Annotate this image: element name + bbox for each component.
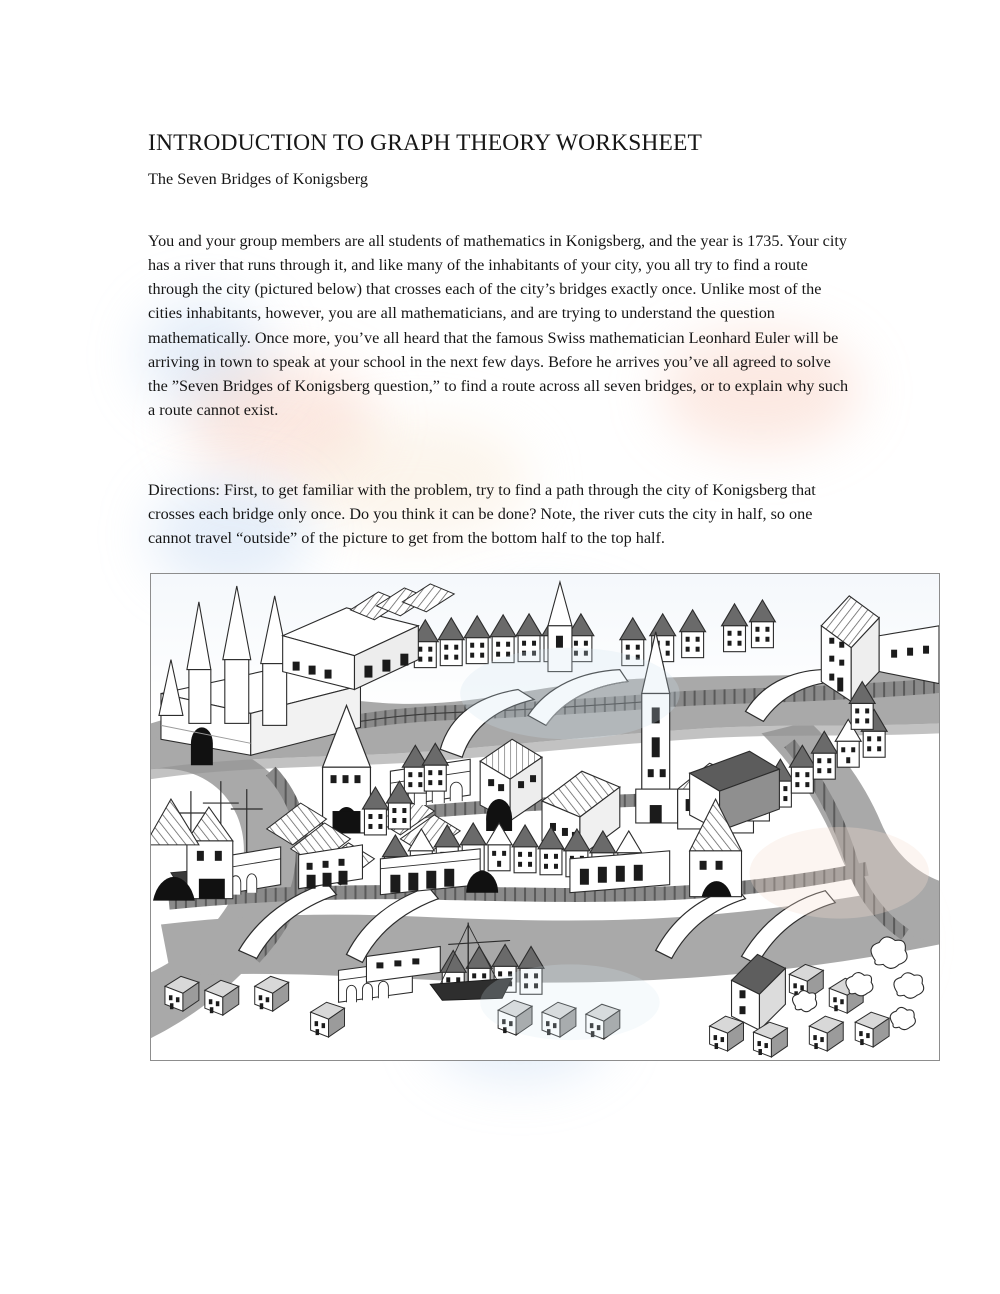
page-title: INTRODUCTION TO GRAPH THEORY WORKSHEET bbox=[148, 129, 703, 156]
konigsberg-map-svg bbox=[151, 574, 939, 1060]
paragraph-intro: You and your group members are all students of mathematics in Konigsberg, and the year is 1735. Your city has a river that runs through it, and like many of the inhabitants of your city, you all try to find a route through the city (pictured below) that crosses each of the city’s bridges exactly once. Unlike most of the cities inhabitants, however, you are all mathematicians, and are trying to understand the question mathematically. Once more, you’ve all heard that the famous Swiss mathematician Leonhard Euler will be arriving in town to speak at your school in the next few days. Before he arrives you’ve all agreed to solve the ”Seven Bridges of Konigsberg question,” to find a route across all seven bridges, or to explain why such a route cannot exist. bbox=[148, 232, 849, 419]
subtitle: The Seven Bridges of Konigsberg bbox=[148, 170, 368, 188]
paragraph-directions: Directions: First, to get familiar with the problem, try to find a path through the city of Konigsberg that crosses each bridge only once. Do you think it can be done? Note, the river cuts the city in half, so one cannot travel “outside” of the picture to get from the bottom half to the top half. bbox=[148, 481, 816, 548]
konigsberg-city-map-illustration bbox=[150, 573, 940, 1061]
